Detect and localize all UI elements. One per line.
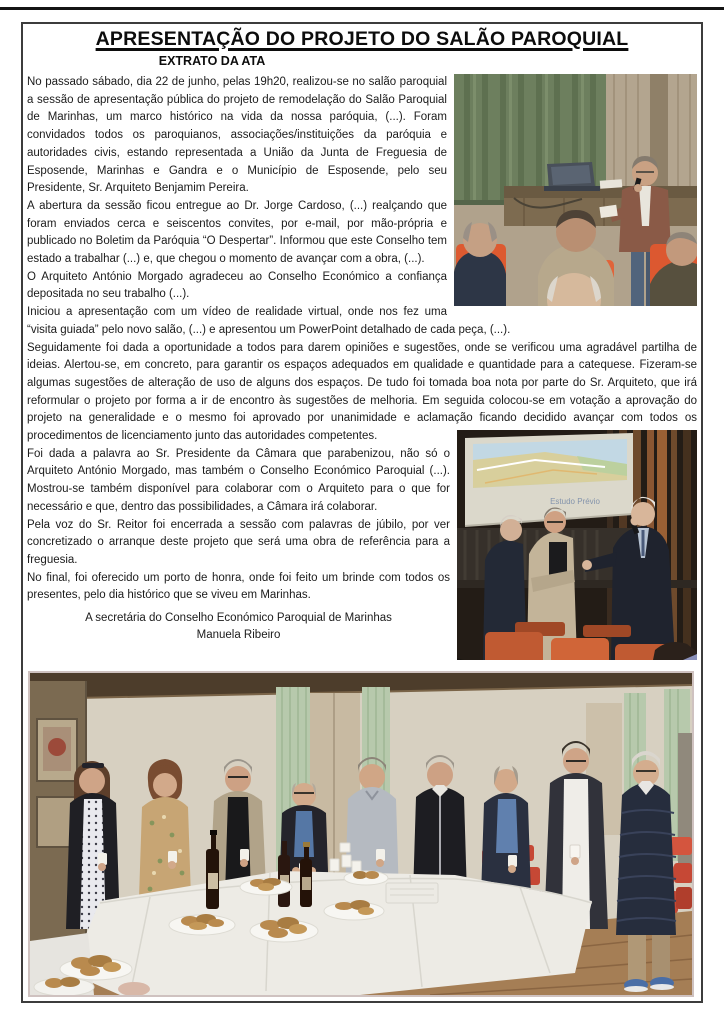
page-content xyxy=(23,24,701,643)
photo-screen-discussion xyxy=(457,430,697,660)
photo-speaker-presentation xyxy=(454,74,697,306)
page-subtitle: EXTRATO DA ATA xyxy=(158,54,266,68)
paragraph-2: A abertura da sessão ficou entregue ao Dr. Jorge Cardoso, (...) realçando que foram enviados cerca e seiscentos convites, por e-mail, por mão-própria e publicado no Boletim da Paróquia “O Despertar”. Informou que este Conselho tem estado a trabalhar (...) e, que chegou o momento de avançar com a obra, (...). xyxy=(27,199,447,266)
paragraph-1: No passado sábado, dia 22 de junho, pelas 19h20, realizou-se no salão paroquial a sessão de apresentação pública do projeto de remodelação do Salão Paroquial de Marinhas, um marco histórico na vida da nossa paróquia, (...). Foram convidados todos os paroquianos, associações/instituições da paróquia e autoridades civis, estando representada a União da Junta de Freguesia de Esposende, Marinhas e Gandra e o Município de Esposende, pelo seu Presidente, Sr. Arquiteto Benjamim Pereira. xyxy=(27,76,447,195)
projection-screen xyxy=(465,433,633,526)
paragraph-3: O Arquiteto António Morgado agradeceu ao Conselho Económico a confiança depositada no seu trabalho (...). xyxy=(27,270,447,301)
paragraph-4: Iniciou a apresentação com um vídeo de realidade virtual, onde nos fez uma “visita guiada” pelo novo salão, (...) e apresentou um PowerPoint detalhado de cada peça, (...). xyxy=(27,306,511,336)
photo-toast-group xyxy=(28,671,694,997)
toast-group-illustration xyxy=(30,673,692,995)
paragraph-7: Pela voz do Sr. Reitor foi encerrada a sessão com palavras de júbilo, por ver concretizado o arranque deste projeto que será uma obra de referência para a freguesia. xyxy=(27,518,450,566)
speaker-illustration xyxy=(454,74,697,306)
screen-label: Estudo Prévio xyxy=(550,497,600,507)
top-rule xyxy=(0,7,724,10)
page-frame xyxy=(21,22,703,1003)
article-body xyxy=(27,74,697,643)
paragraph-5-end: avançar com todos os procedimentos de licenciamento junto das autoridades competentes. xyxy=(27,412,697,443)
page-title: APRESENTAÇÃO DO PROJETO DO SALÃO PAROQUIAL xyxy=(95,28,629,50)
screen-discussion-illustration xyxy=(457,430,697,660)
signature-name: Manuela Ribeiro xyxy=(196,628,281,641)
paragraph-8: No final, foi oferecido um porto de honra, onde foi feito um brinde com todos os presentes, pelo dia histórico que se viveu em Marinhas. xyxy=(27,571,450,602)
paragraph-6: Foi dada a palavra ao Sr. Presidente da Câmara que parabenizou, não só o Arquiteto António Morgado, mas também o Conselho Económico Paroquial (...). Mostrou-se também disponível para colaborar com o Arquiteto para o que for necessário e que, dentro das possibilidades, a Câmara irá colaborar. xyxy=(27,447,450,513)
paragraph-5-start: Seguidamente foi dada a oportunidade a todos para darem opiniões e sugestões, onde se verificou uma agradável partilha de ideias. Alertou-se, em concreto, para garantir os espaços adequados em qualidade e quantidade para a catequese. Fizeram-se algumas sugestões de alteração de uso de alguns dos espaços. De tudo foi tomada boa nota por parte do Sr. Arquiteto, que irá reformular o projeto por forma a ir de encontro às sugestões de melhoria. Em seguida colocou-se em votação a aprovação do projeto na generalidade e o mesmo foi aprovado por unanimidade e aclamação ficando decidido xyxy=(27,341,697,425)
signature-role: A secretária do Conselho Económico Paroquial de Marinhas xyxy=(85,612,392,625)
